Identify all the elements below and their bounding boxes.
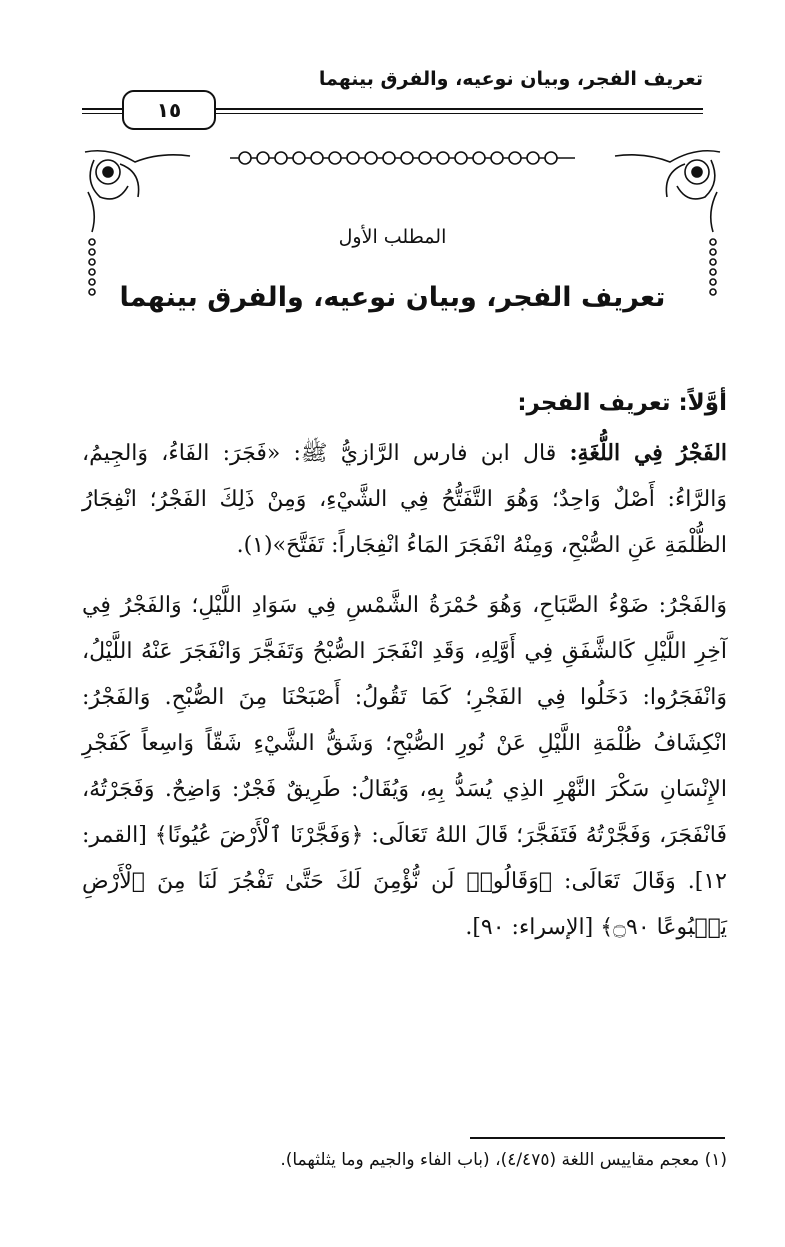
section-title: تعريف الفجر، وبيان نوعيه، والفرق بينهما bbox=[119, 282, 666, 313]
page-number: ١٥ bbox=[122, 90, 216, 130]
paragraph-1-text: قال ابن فارس الرَّازيُّ ﷺ: «فَجَرَ: الفَاءُ، وَالجِيمُ، وَالرَّاءُ: أَصْلٌ وَاحِدٌ؛ وَهُوَ التَّفَتُّحُ فِي الشَّيْءِ، وَمِنْ ذَلِكَ الفَجْرُ؛ انْفِجَارُ الظُّلْمَةِ عَنِ الصُّبْحِ، وَمِنْهُ انْفَجَرَ المَاءُ انْفِجَاراً: تَفَتَّحَ»(١). bbox=[82, 441, 727, 558]
footnote: (١) معجم مقاييس اللغة (٤/٤٧٥)، (باب الفاء والجيم وما يثلثهما). bbox=[280, 1150, 727, 1170]
paragraph-2: وَالفَجْرُ: ضَوْءُ الصَّبَاحِ، وَهُوَ حُمْرَةُ الشَّمْسِ فِي سَوَادِ اللَّيْلِ؛ وَالفَجْرُ فِي آخِرِ اللَّيْلِ كَالشَّفَقِ فِي أَوَّلِهِ، وَقَدِ انْفَجَرَ الصُّبْحُ وَتَفَجَّرَ وَانْفَجَرَ عَنْهُ اللَّيْلُ، وَانْفَجَرُوا: دَخَلُوا فِي الفَجْرِ؛ كَمَا تَقُولُ: أَصْبَحْنَا مِنَ الصُّبْحِ. وَالفَجْرُ: انْكِشَافُ ظُلْمَةِ اللَّيْلِ عَنْ نُورِ الصُّبْحِ؛ وَشَقُّ الشَّيْءِ شَقّاً وَاسِعاً كَفَجْرِ الإِنْسَانِ سَكْرَ النَّهْرِ الذِي يُسَدُّ بِهِ، وَيُقَالُ: طَرِيقٌ فَجْرٌ: وَاضِحٌ. وَفَجَرْتُهُ، فَانْفَجَرَ، وَفَجَّرْتُهُ فَتَفَجَّرَ؛ قَالَ اللهُ تَعَالَى: ﴿وَفَجَّرْنَا ٱلْأَرْضَ عُيُونًا﴾ [القمر: ١٢]. وَقَالَ تَعَالَى: ﴿وَقَالُوا۟ لَن نُّؤْمِنَ لَكَ حَتَّىٰ تَفْجُرَ لَنَا مِنَ ٱلْأَرْضِ يَنۢبُوعًا ۝٩٠﴾ [الإسراء: ٩٠]. bbox=[82, 593, 727, 940]
left-corner-ornament bbox=[85, 151, 190, 295]
running-title: تعريف الفجر، وبيان نوعيه، والفرق بينهما bbox=[318, 68, 703, 90]
body-text bbox=[82, 380, 727, 965]
section-label: المطلب الأول bbox=[338, 226, 447, 248]
paragraph-1 bbox=[82, 430, 727, 569]
footnote-divider bbox=[470, 1137, 725, 1139]
term-label: الفَجْرُ فِي اللُّغَةِ: bbox=[569, 440, 727, 466]
subheading: أوَّلاً: تعريف الفجر: bbox=[517, 390, 727, 416]
right-corner-ornament bbox=[615, 151, 720, 295]
page-header bbox=[82, 68, 703, 132]
